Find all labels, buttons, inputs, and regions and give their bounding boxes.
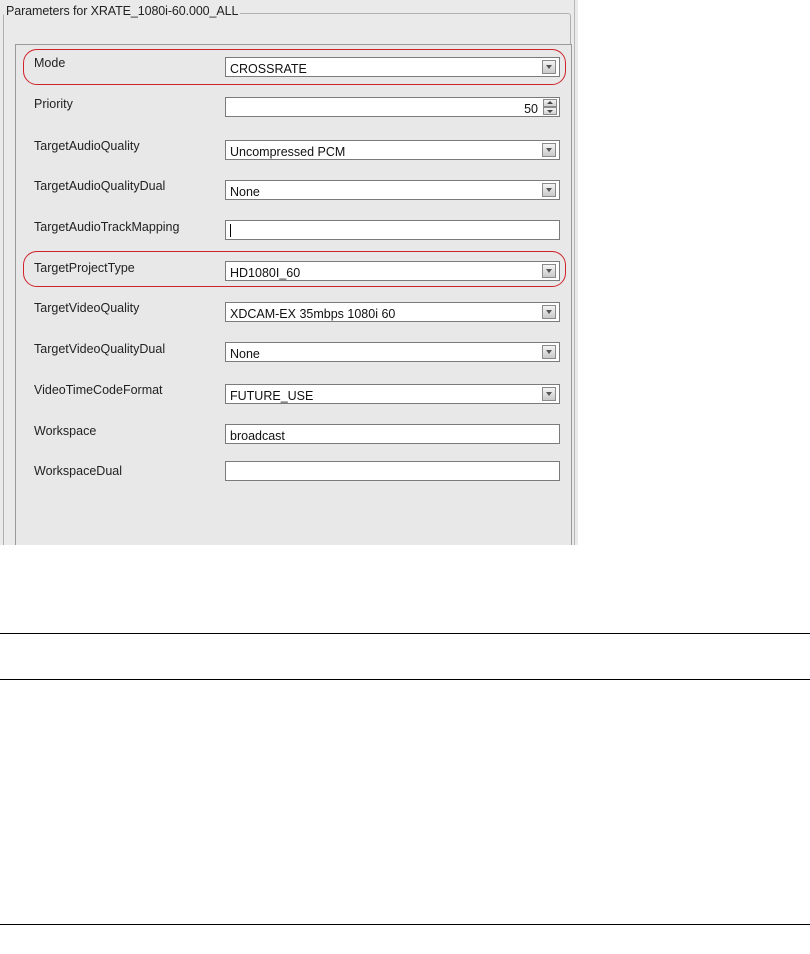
target-audio-quality-dual-label: TargetAudioQualityDual bbox=[34, 179, 166, 193]
target-video-quality-dual-value: None bbox=[230, 347, 260, 361]
chevron-down-icon[interactable] bbox=[542, 183, 556, 197]
target-audio-quality-label: TargetAudioQuality bbox=[34, 139, 140, 153]
target-video-quality-dual-label: TargetVideoQualityDual bbox=[34, 342, 166, 356]
mode-label: Mode bbox=[34, 56, 66, 70]
priority-label: Priority bbox=[34, 97, 73, 111]
workspace-value: broadcast bbox=[230, 429, 285, 443]
workspace-input[interactable] bbox=[225, 424, 560, 444]
video-time-code-format-combo[interactable] bbox=[225, 384, 560, 404]
chevron-down-icon[interactable] bbox=[542, 143, 556, 157]
video-time-code-format-label: VideoTimeCodeFormat bbox=[34, 383, 163, 397]
priority-value: 50 bbox=[524, 102, 538, 116]
target-video-quality-label: TargetVideoQuality bbox=[34, 301, 140, 315]
target-audio-quality-combo[interactable] bbox=[225, 140, 560, 160]
spin-up-icon[interactable] bbox=[543, 99, 557, 107]
spinner-arrows-icon[interactable] bbox=[543, 99, 557, 115]
workspace-label: Workspace bbox=[34, 424, 97, 438]
horizontal-rule bbox=[0, 679, 810, 680]
chevron-down-icon[interactable] bbox=[542, 345, 556, 359]
target-audio-quality-value: Uncompressed PCM bbox=[230, 145, 346, 159]
target-project-type-label: TargetProjectType bbox=[34, 261, 135, 275]
target-audio-quality-dual-combo[interactable] bbox=[225, 180, 560, 200]
horizontal-rule bbox=[0, 924, 810, 925]
workspace-dual-input[interactable] bbox=[225, 461, 560, 481]
target-video-quality-dual-combo[interactable] bbox=[225, 342, 560, 362]
target-video-quality-combo[interactable] bbox=[225, 302, 560, 322]
screenshot-edge bbox=[574, 0, 575, 545]
target-video-quality-value: XDCAM-EX 35mbps 1080i 60 bbox=[230, 307, 396, 321]
priority-spinner[interactable] bbox=[225, 97, 560, 117]
spin-down-icon[interactable] bbox=[543, 107, 557, 115]
parameters-screenshot bbox=[0, 0, 578, 545]
chevron-down-icon[interactable] bbox=[542, 387, 556, 401]
target-project-type-highlight-annotation bbox=[23, 251, 566, 287]
video-time-code-format-value: FUTURE_USE bbox=[230, 389, 314, 403]
text-caret bbox=[230, 224, 231, 237]
target-audio-track-mapping-input[interactable] bbox=[225, 220, 560, 240]
target-audio-track-mapping-label: TargetAudioTrackMapping bbox=[34, 220, 180, 234]
mode-value: CROSSRATE bbox=[230, 62, 307, 76]
horizontal-rule bbox=[0, 633, 810, 634]
chevron-down-icon[interactable] bbox=[542, 305, 556, 319]
target-audio-quality-dual-value: None bbox=[230, 185, 260, 199]
workspace-dual-label: WorkspaceDual bbox=[34, 464, 123, 478]
target-project-type-value: HD1080I_60 bbox=[230, 266, 301, 280]
mode-highlight-annotation bbox=[23, 49, 566, 85]
group-title: Parameters for XRATE_1080i-60.000_ALL bbox=[6, 4, 239, 18]
